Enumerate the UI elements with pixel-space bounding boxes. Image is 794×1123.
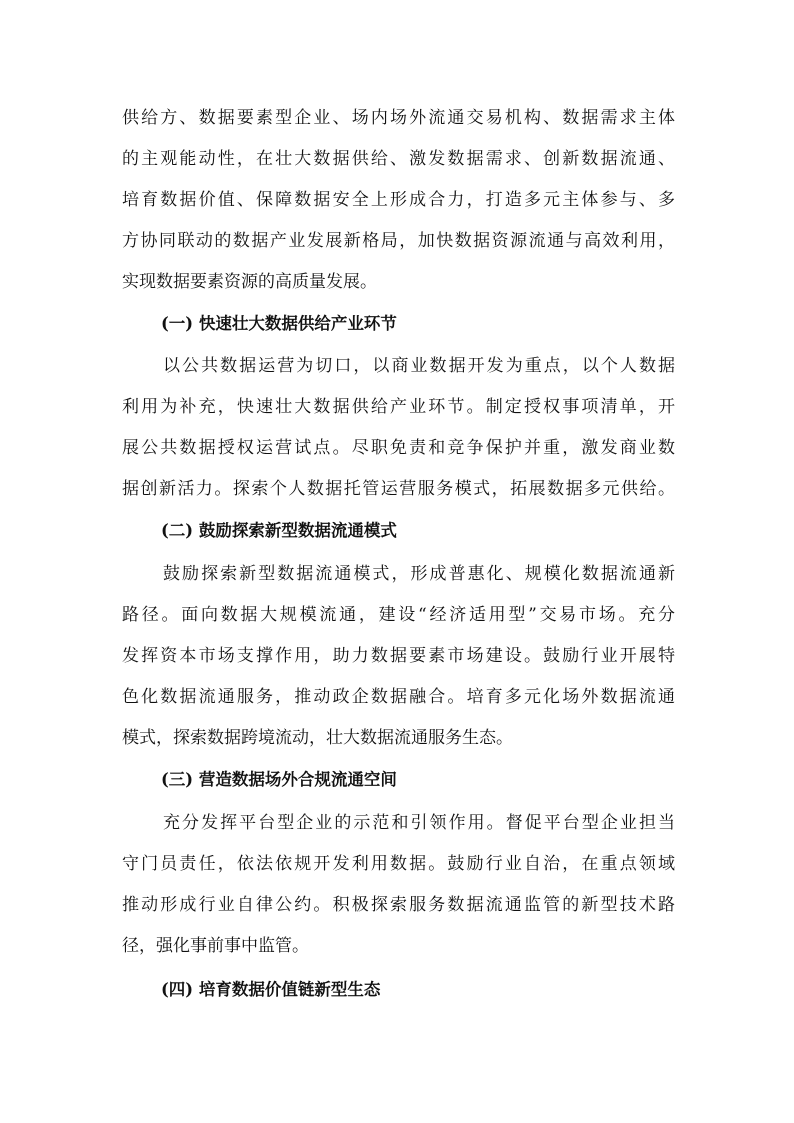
section-2-line-2: 路径。面向数据大规模流通，建设“经济适用型”交易市场。充分 <box>122 605 675 625</box>
section-heading-2: (二) 鼓励探索新型数据流通模式 <box>161 521 397 540</box>
section-1-line-1: 以公共数据运营为切口，以商业数据开发为重点，以个人数据 <box>163 356 675 376</box>
section-2-line-5: 模式，探索数据跨境流动，壮大数据流通服务生态。 <box>122 728 513 748</box>
section-3-line-3: 推动形成行业自律公约。积极探索服务数据流通监管的新型技术路 <box>122 895 675 915</box>
section-1-line-2: 利用为补充，快速壮大数据供给产业环节。制定授权事项清单，开 <box>122 397 675 417</box>
section-2-line-1: 鼓励探索新型数据流通模式，形成普惠化、规模化数据流通新 <box>163 564 675 584</box>
intro-line-5: 实现数据要素资源的高质量发展。 <box>122 272 377 292</box>
section-1-line-4: 据创新活力。探索个人数据托管运营服务模式，拓展数据多元供给。 <box>122 479 675 499</box>
section-1-line-3: 展公共数据授权运营试点。尽职免责和竞争保护并重，激发商业数 <box>122 438 675 458</box>
intro-line-2: 的主观能动性，在壮大数据供给、激发数据需求、创新数据流通、 <box>122 149 675 169</box>
section-heading-4: (四) 培育数据价值链新型生态 <box>161 980 381 999</box>
section-3-line-4: 径，强化事前事中监管。 <box>122 936 309 956</box>
section-3-line-2: 守门员责任，依法依规开发利用数据。鼓励行业自治，在重点领域 <box>122 854 675 874</box>
section-heading-1: (一) 快速壮大数据供给产业环节 <box>161 314 397 333</box>
section-heading-3: (三) 营造数据场外合规流通空间 <box>161 770 397 789</box>
section-3-line-1: 充分发挥平台型企业的示范和引领作用。督促平台型企业担当 <box>163 813 675 833</box>
section-2-line-3: 发挥资本市场支撑作用，助力数据要素市场建设。鼓励行业开展特 <box>122 646 675 666</box>
intro-line-4: 方协同联动的数据产业发展新格局，加快数据资源流通与高效利用， <box>122 231 675 251</box>
section-2-line-4: 色化数据流通服务，推动政企数据融合。培育多元化场外数据流通 <box>122 687 675 707</box>
intro-line-1: 供给方、数据要素型企业、场内场外流通交易机构、数据需求主体 <box>122 108 675 128</box>
intro-line-3: 培育数据价值、保障数据安全上形成合力，打造多元主体参与、多 <box>122 190 675 210</box>
